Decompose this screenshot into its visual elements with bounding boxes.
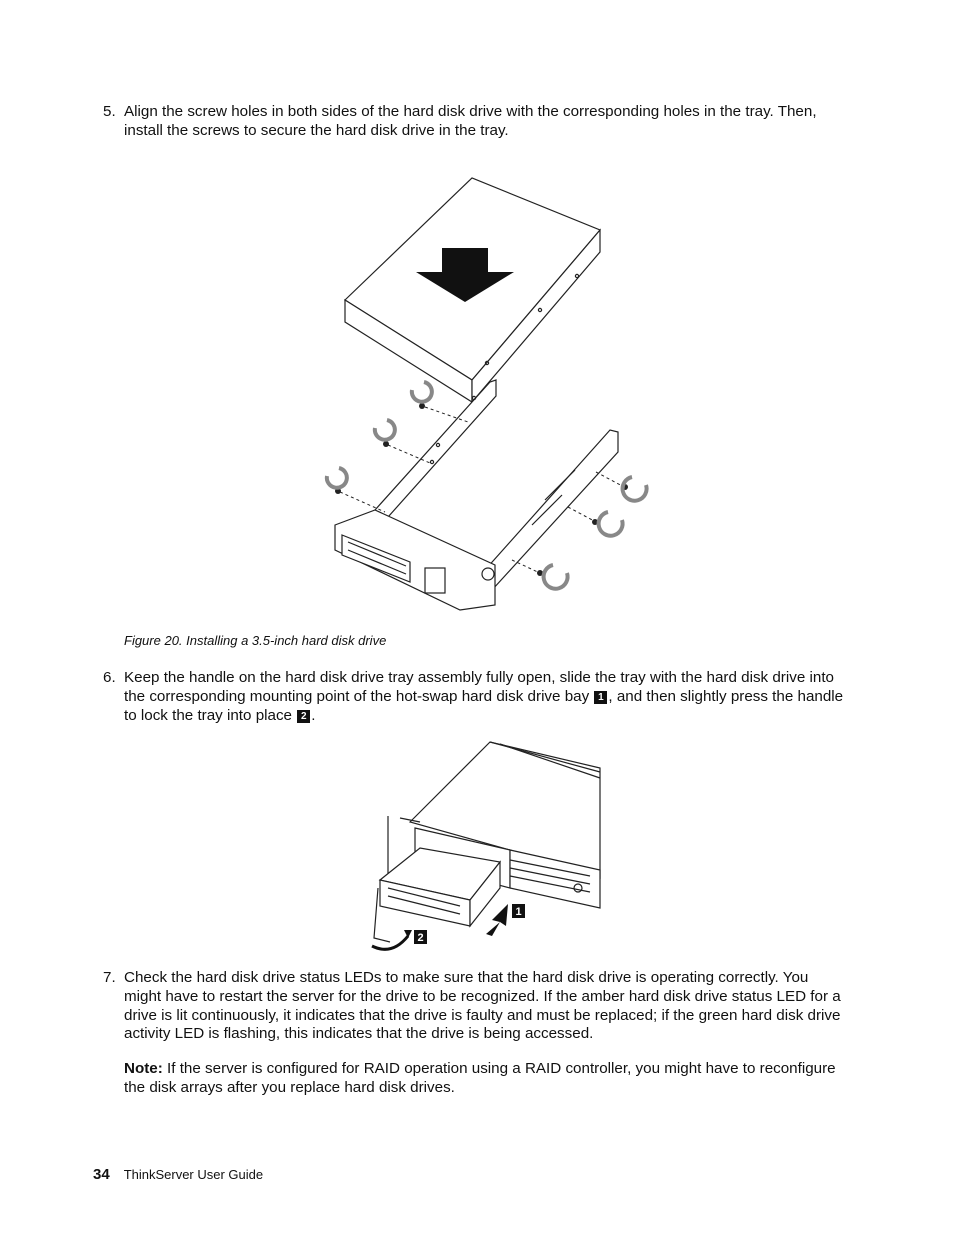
page-footer — [93, 1166, 263, 1183]
page-number: 34 — [93, 1166, 110, 1183]
figure-install-tray-into-bay — [360, 738, 605, 960]
note — [124, 1059, 844, 1097]
rotate-arrow-icon — [544, 565, 568, 589]
step-number: 6. — [103, 669, 116, 686]
step-text: Check the hard disk drive status LEDs to make sure that the hard disk drive is operating correctly. You might have to restart the server for the drive to be recognized. If the amber hard disk drive status LED for a drive is lit continuously, it indicates that the drive is faulty and must be replaced; if the green hard disk drive activity LED is flashing, this indicates that the drive is being accessed. — [124, 969, 841, 1043]
step-number: 7. — [103, 969, 116, 986]
rotate-arrow-icon — [599, 512, 623, 536]
step-6 — [103, 669, 848, 725]
rotate-arrow-icon — [372, 936, 408, 949]
figure-callout-1: 1 — [515, 906, 522, 918]
figure-callout-2: 2 — [417, 932, 424, 944]
rotate-arrow-icon — [412, 382, 432, 402]
figure-install-hdd-into-tray — [300, 170, 670, 615]
push-arrow-icon — [486, 904, 508, 936]
step-number: 5. — [103, 103, 116, 120]
note-text: If the server is configured for RAID operation using a RAID controller, you might have to reconfigure the disk arrays after you replace hard disk drives. — [124, 1060, 836, 1096]
step-7 — [103, 969, 848, 1044]
step-5 — [103, 103, 848, 141]
callout-2: 2 — [297, 710, 310, 723]
callout-1: 1 — [594, 691, 607, 704]
document-title: ThinkServer User Guide — [123, 1167, 264, 1182]
rotate-arrow-icon — [327, 468, 347, 488]
step-text: Align the screw holes in both sides of the hard disk drive with the corresponding holes in the tray. Then, install the screws to secure the hard disk drive in the tray. — [124, 103, 817, 139]
step-text: Keep the handle on the hard disk drive tray assembly fully open, slide the tray with the hard disk drive into the corresponding mounting point of the hot-swap hard disk drive bay 1 , and then slightly press the handle to lock the tray into place 2 . — [124, 669, 844, 724]
rotate-arrow-icon — [375, 420, 395, 440]
note-label: Note: — [124, 1060, 163, 1077]
screw-icon — [383, 441, 389, 447]
figure-caption: Figure 20. Installing a 3.5-inch hard disk drive — [124, 633, 387, 648]
screw-icon — [419, 403, 425, 409]
